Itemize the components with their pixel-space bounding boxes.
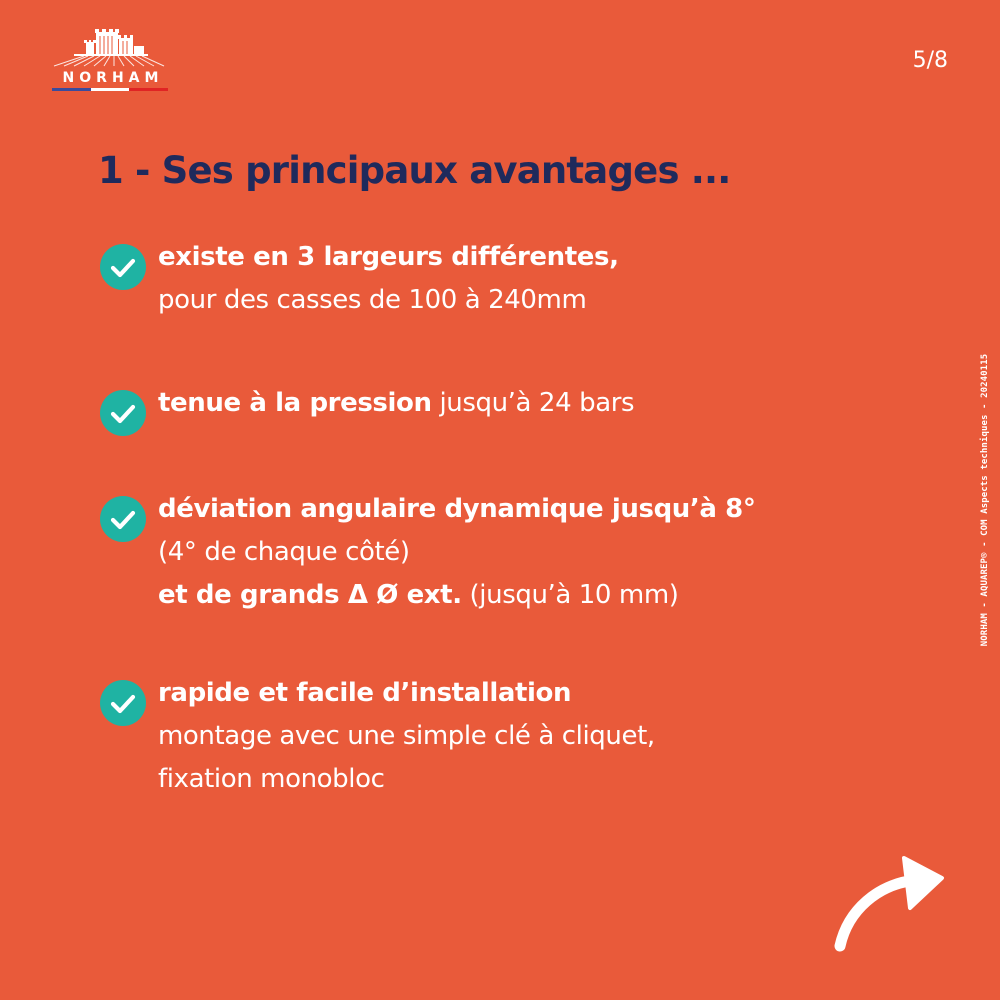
check-circle-icon — [100, 390, 146, 436]
benefit-line — [158, 531, 860, 574]
benefit-normal: jusqu’à 24 bars — [431, 388, 635, 418]
benefit-item — [100, 488, 860, 617]
norham-logo — [50, 28, 172, 94]
check-circle-icon — [100, 496, 146, 542]
side-credit: NORHAM - AQUAREP® - COM Aspects techniques - 20240115 — [980, 353, 990, 647]
benefit-item — [100, 236, 860, 322]
logo-underline-red — [129, 88, 168, 91]
benefit-text — [158, 488, 860, 617]
benefit-bold: déviation angulaire dynamique jusqu’à 8° — [158, 494, 756, 524]
benefit-item — [100, 382, 860, 425]
castle-logo-icon — [50, 28, 172, 70]
benefit-text — [158, 672, 860, 801]
benefit-line — [158, 279, 860, 322]
benefit-bold: existe en 3 largeurs différentes, — [158, 242, 619, 272]
next-slide-arrow[interactable] — [830, 850, 950, 955]
logo-tricolor-underline — [52, 88, 168, 91]
benefit-bold: rapide et facile d’installation — [158, 678, 572, 708]
logo-underline-white — [91, 88, 130, 91]
benefit-item — [100, 672, 860, 801]
benefit-line — [158, 574, 860, 617]
benefit-line — [158, 758, 860, 801]
curved-arrow-right-icon — [830, 850, 950, 955]
benefit-normal: pour des casses de 100 à 240mm — [158, 285, 587, 315]
benefit-bold: tenue à la pression — [158, 388, 432, 418]
benefit-line — [158, 488, 860, 531]
benefit-bold: et de grands Δ Ø ext. — [158, 580, 462, 610]
benefit-text — [158, 382, 860, 425]
benefit-normal: (jusqu’à 10 mm) — [461, 580, 679, 610]
benefit-line — [158, 236, 860, 279]
page-number: 5/8 — [912, 48, 948, 73]
benefit-normal: (4° de chaque côté) — [158, 537, 410, 567]
benefit-line — [158, 672, 860, 715]
benefit-text — [158, 236, 860, 322]
logo-underline-blue — [52, 88, 91, 91]
benefit-line — [158, 715, 860, 758]
section-heading: 1 - Ses principaux avantages ... — [98, 149, 731, 192]
check-circle-icon — [100, 680, 146, 726]
check-circle-icon — [100, 244, 146, 290]
benefit-line — [158, 382, 860, 425]
logo-brand-name: NORHAM — [62, 70, 164, 86]
benefit-normal: fixation monobloc — [158, 764, 385, 794]
benefit-normal: montage avec une simple clé à cliquet, — [158, 721, 655, 751]
